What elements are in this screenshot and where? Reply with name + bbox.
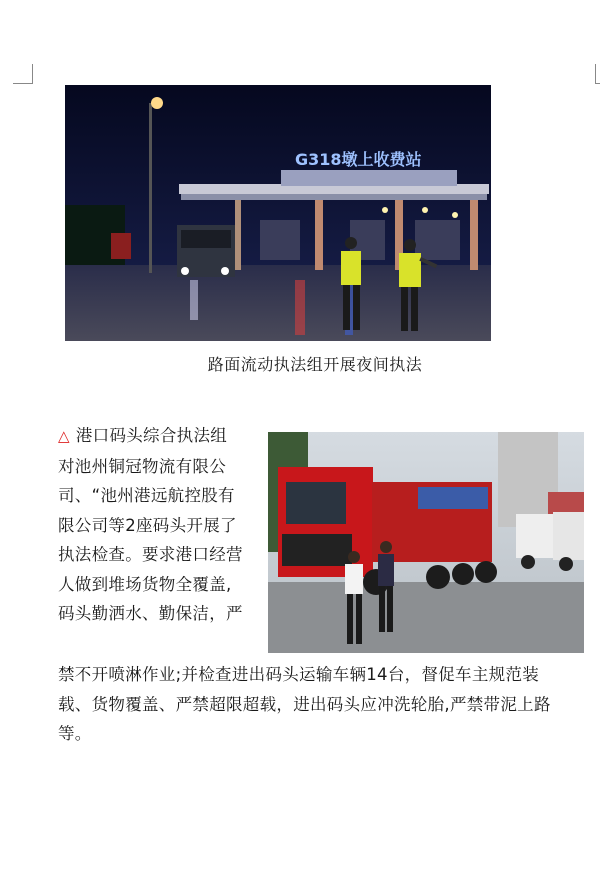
truck-inspection-photo [268, 432, 584, 653]
paragraph-line: 对池州铜冠物流有限公 [58, 456, 226, 476]
paragraph-line: 执法检查。要求港口经营 [58, 545, 243, 564]
paragraph-line: 限公司等2座码头开展了 [58, 515, 237, 535]
crop-mark [32, 64, 33, 83]
paragraph-line: 司、“池州港远航控股有 [58, 486, 235, 505]
paragraph-line: △ 港口码头综合执法组 [58, 426, 228, 445]
photo-caption: 路面流动执法组开展夜间执法 [207, 355, 423, 374]
paragraph-left-column [58, 421, 263, 629]
toll-sign-text: G318墩上收费站 [295, 150, 422, 169]
paragraph-full-width [58, 660, 598, 749]
paragraph-line: 等。 [58, 724, 92, 743]
paragraph-line: 载、货物覆盖、严禁超限超载，进出码头应冲洗轮胎,严禁带泥上路 [58, 694, 551, 714]
paragraph-line: 人做到堆场货物全覆盖, [58, 574, 232, 594]
crop-mark [13, 83, 33, 84]
night-toll-station-photo [65, 85, 491, 341]
crop-mark [595, 83, 600, 84]
triangle-bullet-icon: △ [58, 427, 70, 445]
crop-mark [595, 64, 596, 83]
paragraph-line: 码头勤洒水、勤保洁，严 [58, 604, 243, 623]
paragraph-line: 禁不开喷淋作业;并检查进出码头运输车辆14台，督促车主规范装 [58, 665, 540, 684]
